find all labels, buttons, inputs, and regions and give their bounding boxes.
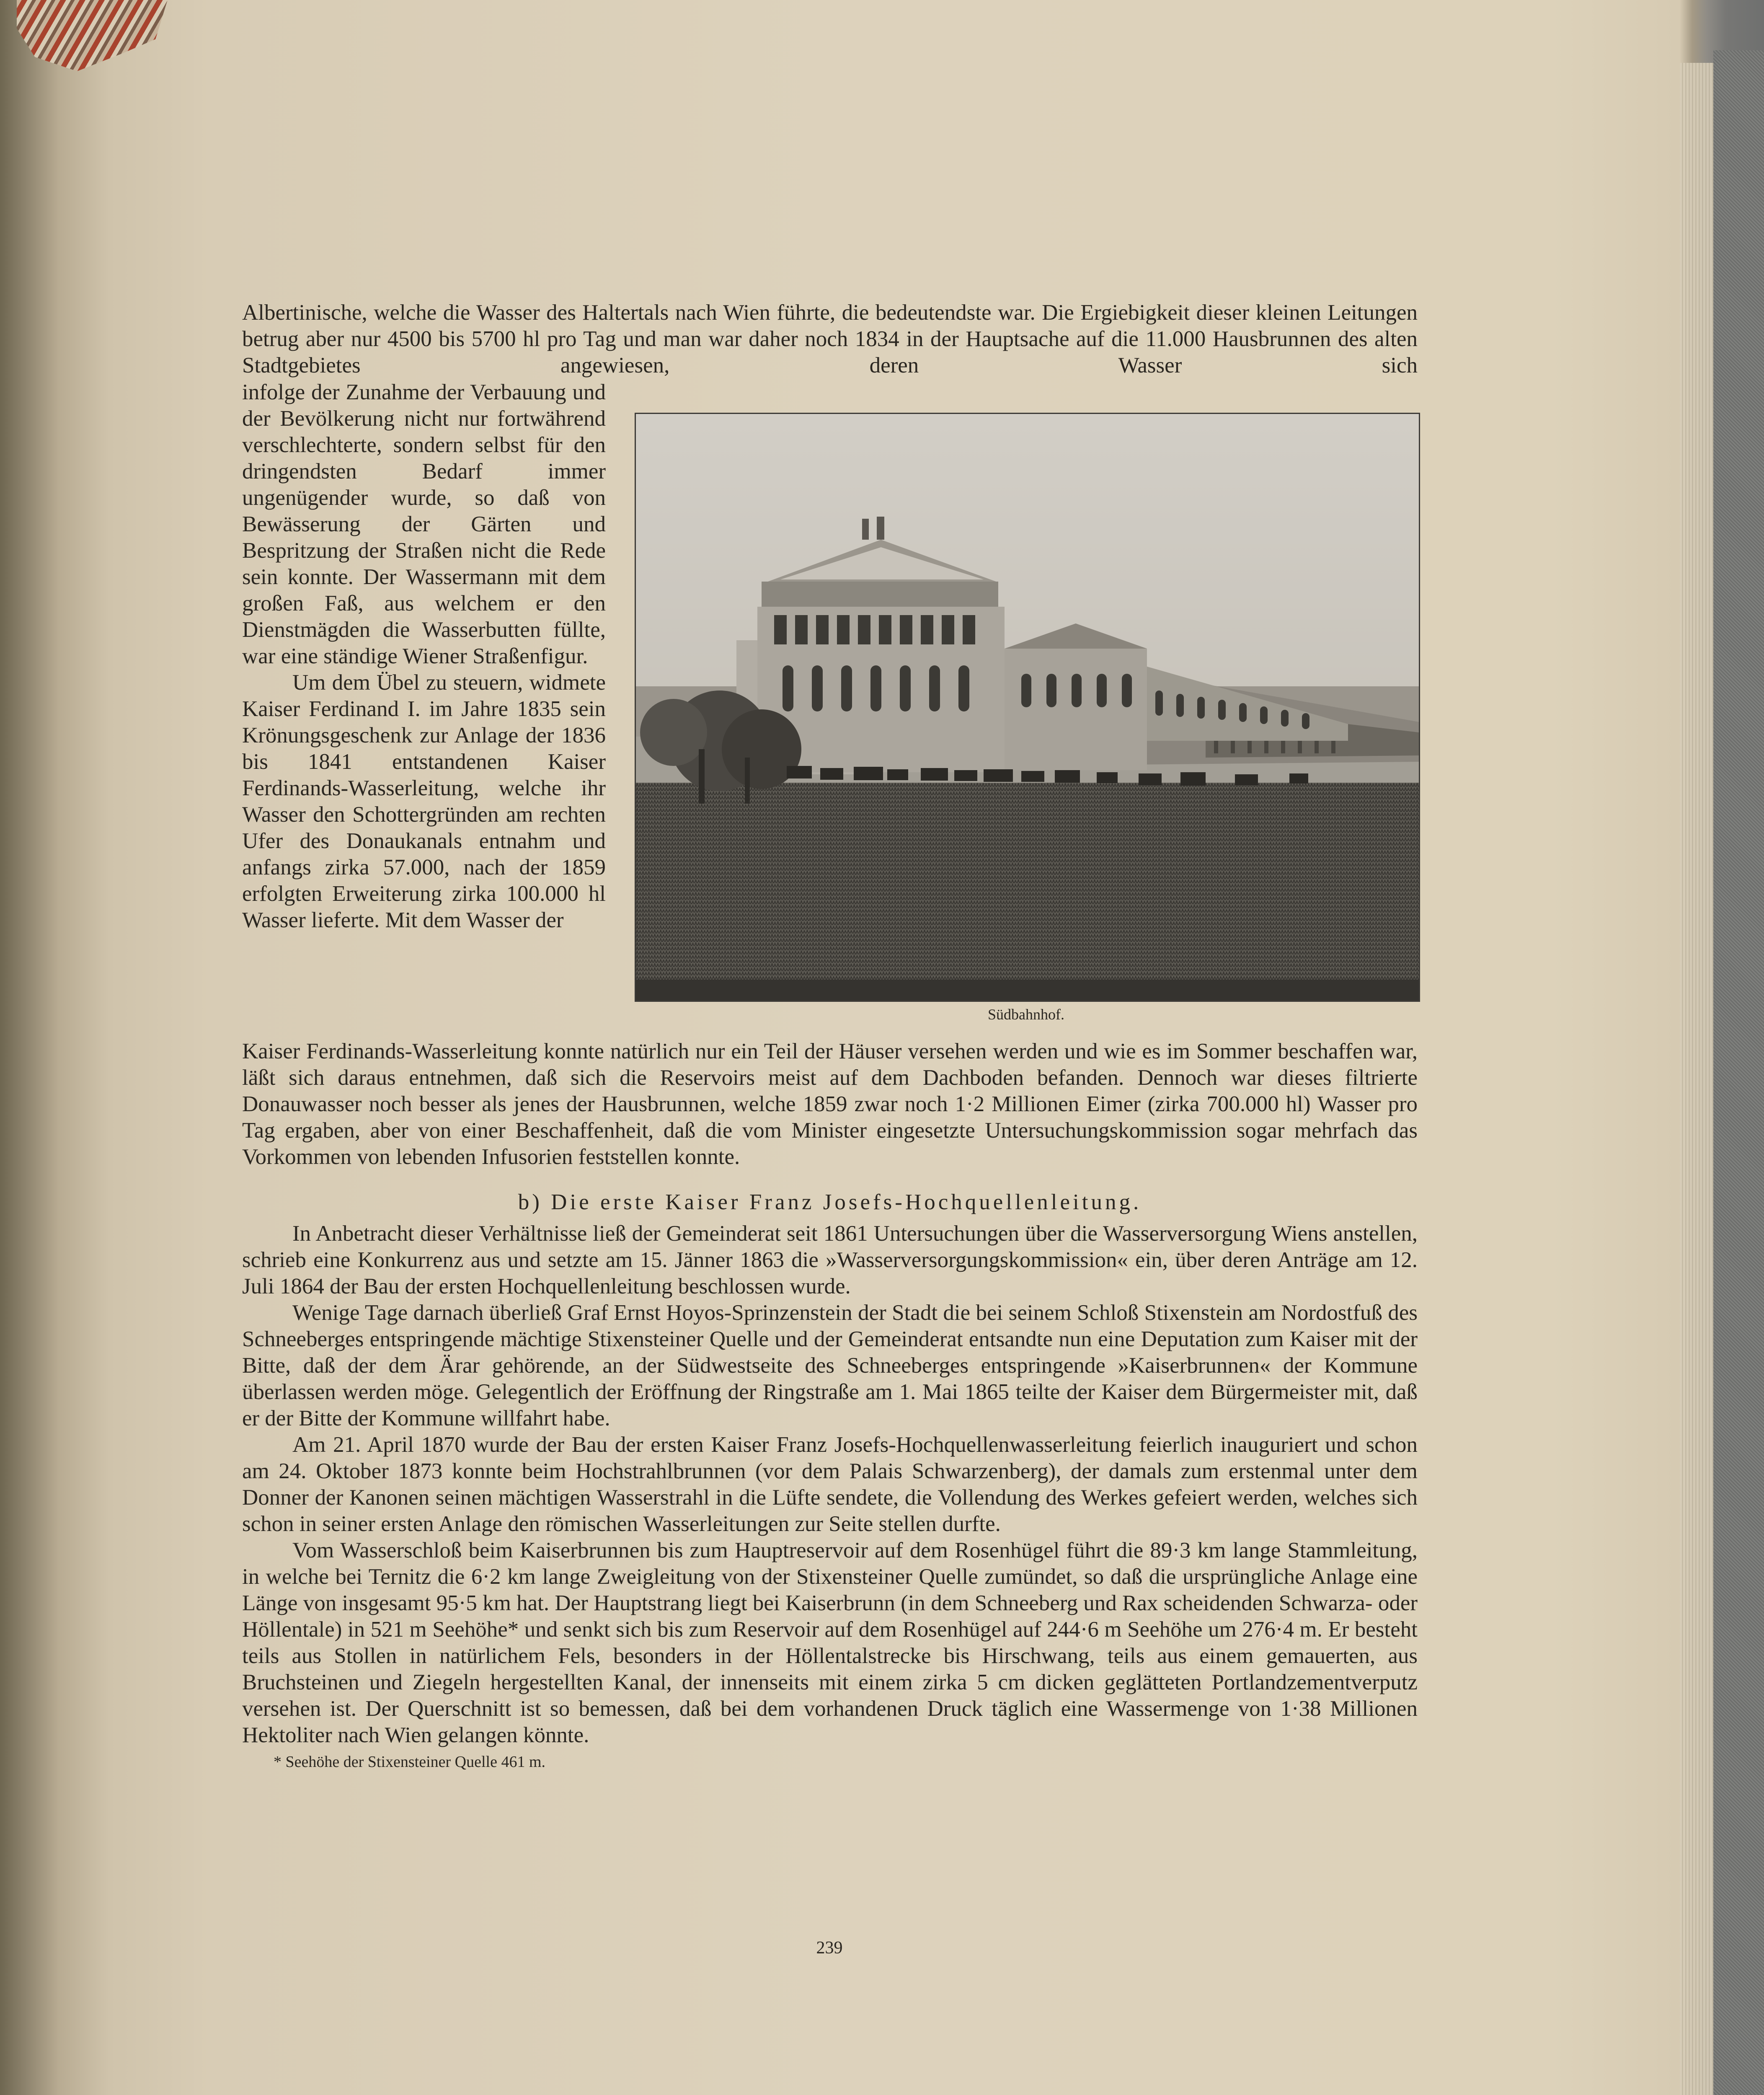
paragraph-after-figure: Kaiser Ferdinands-Wasserleitung konnte natürlich nur ein Teil der Häuser versehen werden und wie es im Sommer beschaffen war, läßt sich daraus entnehmen, daß sich die Reservoirs meist auf dem Dachboden befanden. Dennoch war dieses filtrierte Donauwasser noch besser als jenes der Hausbrunnen, welche 1859 zwar noch 1·2 Millionen Eimer (zirka 700.000 hl) Wasser pro Tag ergaben, aber von einer Beschaffenheit, daß die vom Minister eingesetzte Untersuchungskommission sogar mehrfach das Vorkommen von lebenden Infusorien feststellen konnte. bbox=[242, 1039, 1418, 1169]
left-text-column bbox=[242, 379, 606, 934]
station-illustration bbox=[636, 414, 1419, 1001]
book-cover-cloth bbox=[1713, 50, 1764, 2095]
paragraph-4: Am 21. April 1870 wurde der Bau der ersten Kaiser Franz Josefs-Hochquellenwasserleitung feierlich inauguriert und schon am 24. Oktober 1873 konnte beim Hochstrahlbrunnen (vor dem Palais Schwarzenberg), der damals zum erstenmal unter dem Donner der Kanonen seinen mächtigen Wasserstrahl in die Lüfte sendete, die Vollendung des Werkes gefeiert werden, welches sich schon in seiner ersten Anlage den römischen Wasserleitungen zur Seite stellen durfte. bbox=[242, 1433, 1418, 1536]
page-number: 239 bbox=[816, 1938, 843, 1958]
opening-paragraph bbox=[242, 300, 1418, 379]
paragraph-3: Wenige Tage darnach überließ Graf Ernst Hoyos-Sprinzenstein der Stadt die bei seinem Schloß Stixenstein am Nordostfuß des Schneeberges entspringende mächtige Stixensteiner Quelle und der Gemeinderat entsandte nun eine Deputation zum Kaiser mit der Bitte, daß der dem Ärar gehörende, an der Südwestseite des Schneeberges entspringende »Kaiserbrunnen« der Kommune überlassen werden möge. Gelegentlich der Eröffnung der Ringstraße am 1. Mai 1865 teilte der Kaiser dem Bürgermeister mit, daß er der Bitte der Kommune willfahrt habe. bbox=[242, 1301, 1418, 1430]
paragraph-1: Albertinische, welche die Wasser des Haltertals nach Wien führte, die bedeutendste war. Die Ergiebigkeit dieser kleinen Leitungen betrug aber nur 4500 bis 5700 hl pro Tag und man war daher noch 1834 in der Hauptsache auf die 11.000 Hausbrunnen des alten Stadtgebietes angewiesen, deren Wasser sich bbox=[242, 300, 1418, 378]
page-edges bbox=[1680, 63, 1718, 2095]
column-text-2: Um dem Übel zu steuern, widmete Kaiser Ferdinand I. im Jahre 1835 sein Krönungsgeschenk zur Anlage der 1836 bis 1841 entstandenen Kaiser Ferdinands-Wasserleitung, welche ihr Wasser den Schottergründen am rechten Ufer des Donaukanals entnahm und anfangs zirka 57.000, nach der 1859 erfolgten Erweiterung zirka 100.000 hl Wasser lieferte. Mit dem Wasser der bbox=[242, 670, 606, 932]
footnote: * Seehöhe der Stixensteiner Quelle 461 m. bbox=[274, 1753, 546, 1771]
section-heading: b) Die erste Kaiser Franz Josefs-Hochquellenleitung. bbox=[518, 1190, 1142, 1214]
paragraph-5: Vom Wasserschloß beim Kaiserbrunnen bis zum Hauptreservoir auf dem Rosenhügel führt die 89·3 km lange Stammleitung, in welche bei Ternitz die 6·2 km lange Zweigleitung von der Stixensteiner Quelle zumündet, so daß die ursprüngliche Anlage eine Länge von insgesamt 95·5 km hat. Der Hauptstrang liegt bei Kaiserbrunn (in dem Schneeberg und Rax scheidenden Schwarza- oder Höllentale) in 521 m Seehöhe* und senkt sich bis zum Reservoir auf dem Rosenhügel auf 244·6 m Seehöhe um 276·4 m. Er besteht teils aus Stollen in natürlichem Fels, besonders in der Höllentalstrecke bis Hirschwang, teils aus einem gemauerten, aus Bruchsteinen und Ziegeln hergestellten Kanal, der innenseits mit einem zirka 5 cm dicken geglätteten Portlandzementverputz versehen ist. Der Querschnitt ist so bemessen, daß bei dem vorhandenen Druck täglich eine Wassermenge von 1·38 Millionen Hektoliter nach Wien gelangen könnte. bbox=[242, 1538, 1418, 1747]
figure-suedbahnhof-photo bbox=[635, 413, 1420, 1002]
main-text-lower bbox=[242, 1038, 1418, 1772]
figure-caption: Südbahnhof. bbox=[988, 1006, 1064, 1023]
column-text-1: infolge der Zunahme der Verbauung und der Bevölkerung nicht nur fortwährend verschlechterte, sondern selbst für den dringendsten Bedarf immer ungenügender wurde, so daß von Bewässerung der Gärten und Bespritzung der Straßen nicht die Rede sein konnte. Der Wassermann mit dem großen Faß, aus welchem er den Dienstmägden die Wasserbutten füllte, war eine ständige Wiener Straßenfigur. bbox=[242, 380, 606, 668]
paragraph-2: In Anbetracht dieser Verhältnisse ließ der Gemeinderat seit 1861 Untersuchungen über die Wasserversorgung Wiens anstellen, schrieb eine Konkurrenz aus und setzte am 15. Jänner 1863 die »Wasserversorgungskommission« ein, über deren Anträge am 12. Juli 1864 der Bau der ersten Hochquellenleitung beschlossen wurde. bbox=[242, 1221, 1418, 1298]
